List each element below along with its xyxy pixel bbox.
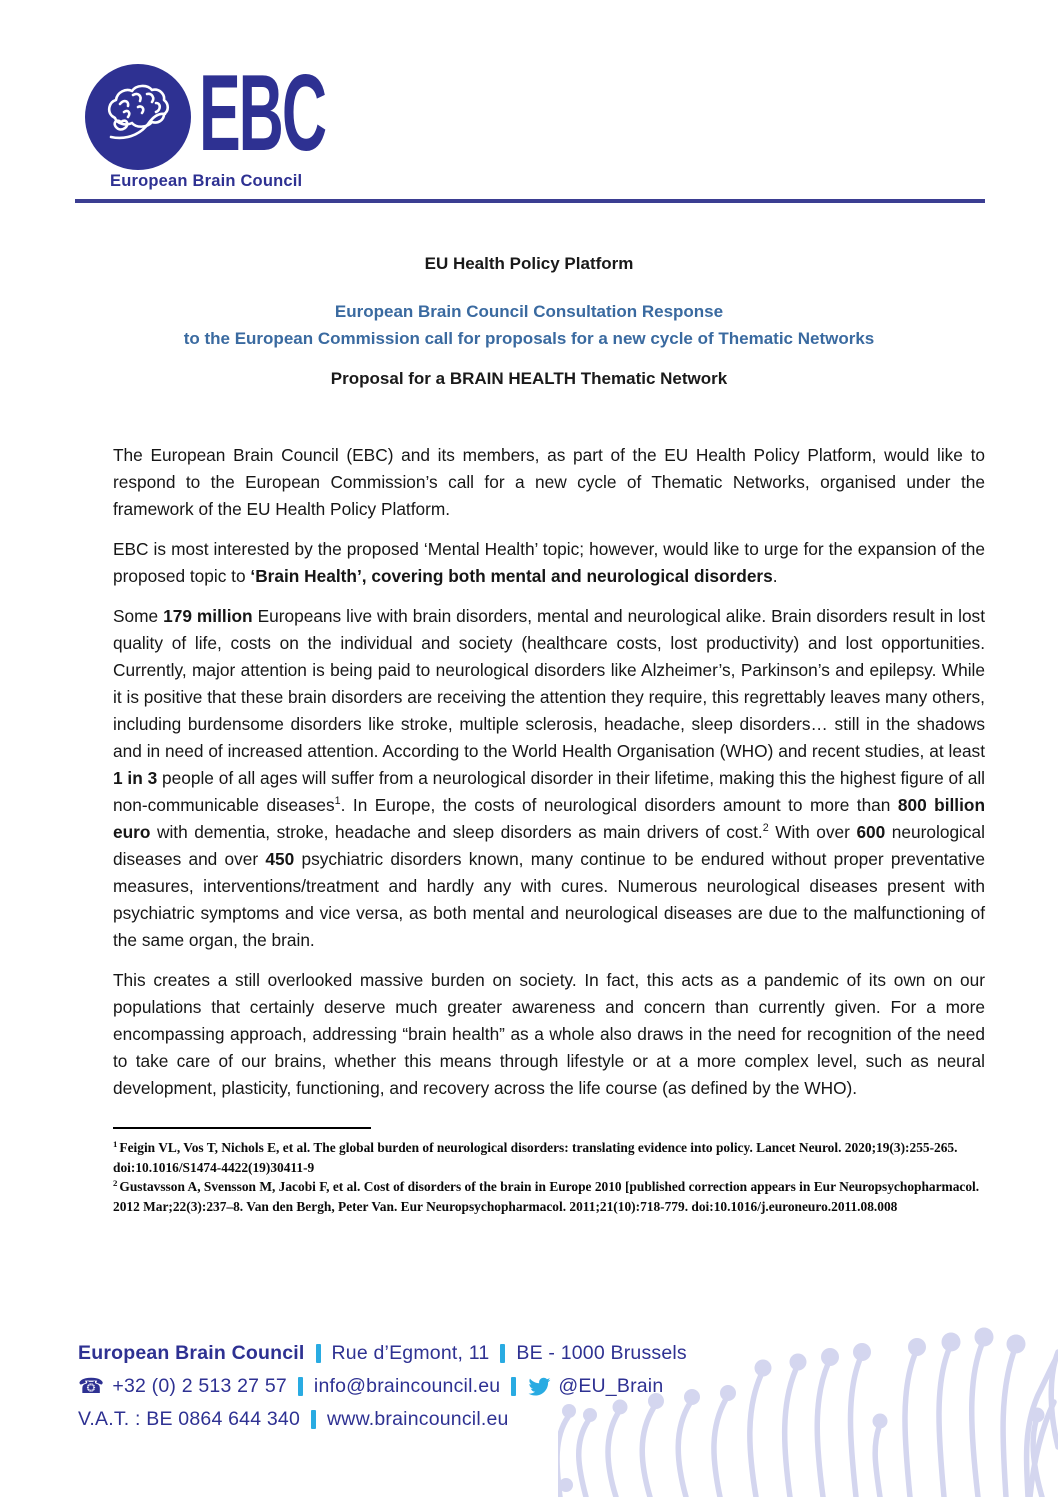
footer-separator-bar: [511, 1377, 516, 1396]
twitter-icon: [527, 1375, 551, 1399]
paragraph-intro: The European Brain Council (EBC) and its members, as part of the EU Health Policy Platform, would like to respond to the European Commission’s call for a new cycle of Thematic Networks, organised under the framework of the EU Health Policy Platform.: [113, 445, 985, 519]
headings-block: [73, 254, 985, 389]
paragraph-burden: Some 179 million Europeans live with brain disorders, mental and neurological alike. Brain disorders result in lost quality of life, costs on the individual and society (healthcare costs, lost productivity) and lost opportunities. Currently, major attention is being paid to neurological disorders like Alzheimer’s, Parkinson’s and epilepsy. While it is positive that these brain disorders are receiving the attention they require, this regrettably leaves many others, including burdensome disorders like stroke, multiple sclerosis, headache, sleep disorders… still in the shadows and in need of increased attention. According to the World Health Organisation (WHO) and recent studies, at least 1 in 3 people of all ages will suffer from a neurological disorder in their lifetime, making this the highest figure of all non-communicable diseases$^1$. In Europe, the costs of neurological disorders amount to more than 800 billion euro with dementia, stroke, headache and sleep disorders as main drivers of cost.$^2$ With over 600 neurological diseases and over 450 psychiatric disorders known, many continue to be endured without proper preventative measures, interventions/treatment and hardly any with cures. Numerous neurological diseases present with psychiatric symptoms and vice versa, as both mental and neurological diseases are due to the malfunctioning of the same organ, the brain.: [113, 606, 986, 950]
footnote-1-marker: 1: [113, 1138, 118, 1149]
header-divider-line: [75, 199, 985, 203]
footnote-2: [113, 1177, 985, 1216]
paragraph-interest: EBC is most interested by the proposed ‘Mental Health’ topic; however, would like to urge for the expansion of the proposed topic to ‘Brain Health’, covering both mental and neurological disorders.: [113, 539, 985, 586]
footer-vat: V.A.T. : BE 0864 644 340: [78, 1408, 300, 1430]
footer-vat-row: [78, 1403, 687, 1436]
footer-street: Rue d’Egmont, 11: [331, 1342, 490, 1364]
footer-separator-bar: [316, 1344, 321, 1363]
footnote-1-text: Feigin VL, Vos T, Nichols E, et al. The global burden of neurological disorders: translating evidence into policy. Lancet Neurol. 2020;19(3):255-265. doi:10.1016/S1474-4422(19)30411-9: [113, 1140, 958, 1175]
heading-platform: EU Health Policy Platform: [424, 254, 634, 273]
footnote-separator-line: [113, 1127, 371, 1129]
logo-name: European Brain Council: [110, 172, 303, 190]
logo-circle: [85, 64, 191, 170]
footer-address-row: [78, 1337, 687, 1370]
footer-phone: +32 (0) 2 513 27 57: [112, 1375, 287, 1397]
logo-abbr: EBC: [199, 53, 325, 174]
heading-response-line1: European Brain Council Consultation Response: [334, 302, 724, 321]
paragraph-pandemic: This creates a still overlooked massive burden on society. In fact, this acts as a pandemic of its own on our populations that certainly deserve much greater awareness and concern than currently given. For a more encompassing approach, addressing “brain health” as a whole also draws in the need for recognition of the need to take care of our brains, whether this means through lifestyle or at a more complex level, such as neural development, plasticity, functioning, and recovery across the life course (as defined by the WHO).: [113, 970, 985, 1098]
heading-response-line2: to the European Commission call for proposals for a new cycle of Thematic Networks: [183, 329, 875, 348]
heading-consultation-response: [73, 298, 985, 352]
footnote-2-text: Gustavsson A, Svensson M, Jacobi F, et al. Cost of disorders of the brain in Europe 2010 [published correction appears in Eur Neuropsychopharmacol. 2012 Mar;22(3):237–8. Van den Bergh, Peter Van. Eur Neuropsychopharmacol. 2011;21(10):718-779. doi:10.1016/j.euroneuro.2011.08.008: [113, 1179, 980, 1214]
footer-contact-block: [78, 1337, 687, 1436]
footer-contact-row: [78, 1370, 687, 1403]
footer-website: www.braincouncil.eu: [327, 1408, 509, 1430]
footer-separator-bar: [500, 1344, 505, 1363]
footer-city: BE - 1000 Brussels: [516, 1342, 687, 1364]
footer-twitter-handle: @EU_Brain: [558, 1375, 664, 1397]
footnote-2-marker: 2: [113, 1177, 118, 1188]
footer-separator-bar: [311, 1410, 316, 1429]
ebc-logo: [85, 53, 384, 191]
phone-icon: ☎: [78, 1375, 105, 1398]
brain-icon: [98, 83, 178, 152]
footer-email: info@braincouncil.eu: [313, 1375, 501, 1397]
footer-separator-bar: [298, 1377, 303, 1396]
footer-org-name: European Brain Council: [78, 1342, 305, 1364]
footnotes-section: [113, 1127, 985, 1216]
footnote-1: [113, 1138, 985, 1177]
document-body: [113, 442, 985, 1102]
heading-proposal: Proposal for a BRAIN HEALTH Thematic Network: [330, 369, 728, 388]
